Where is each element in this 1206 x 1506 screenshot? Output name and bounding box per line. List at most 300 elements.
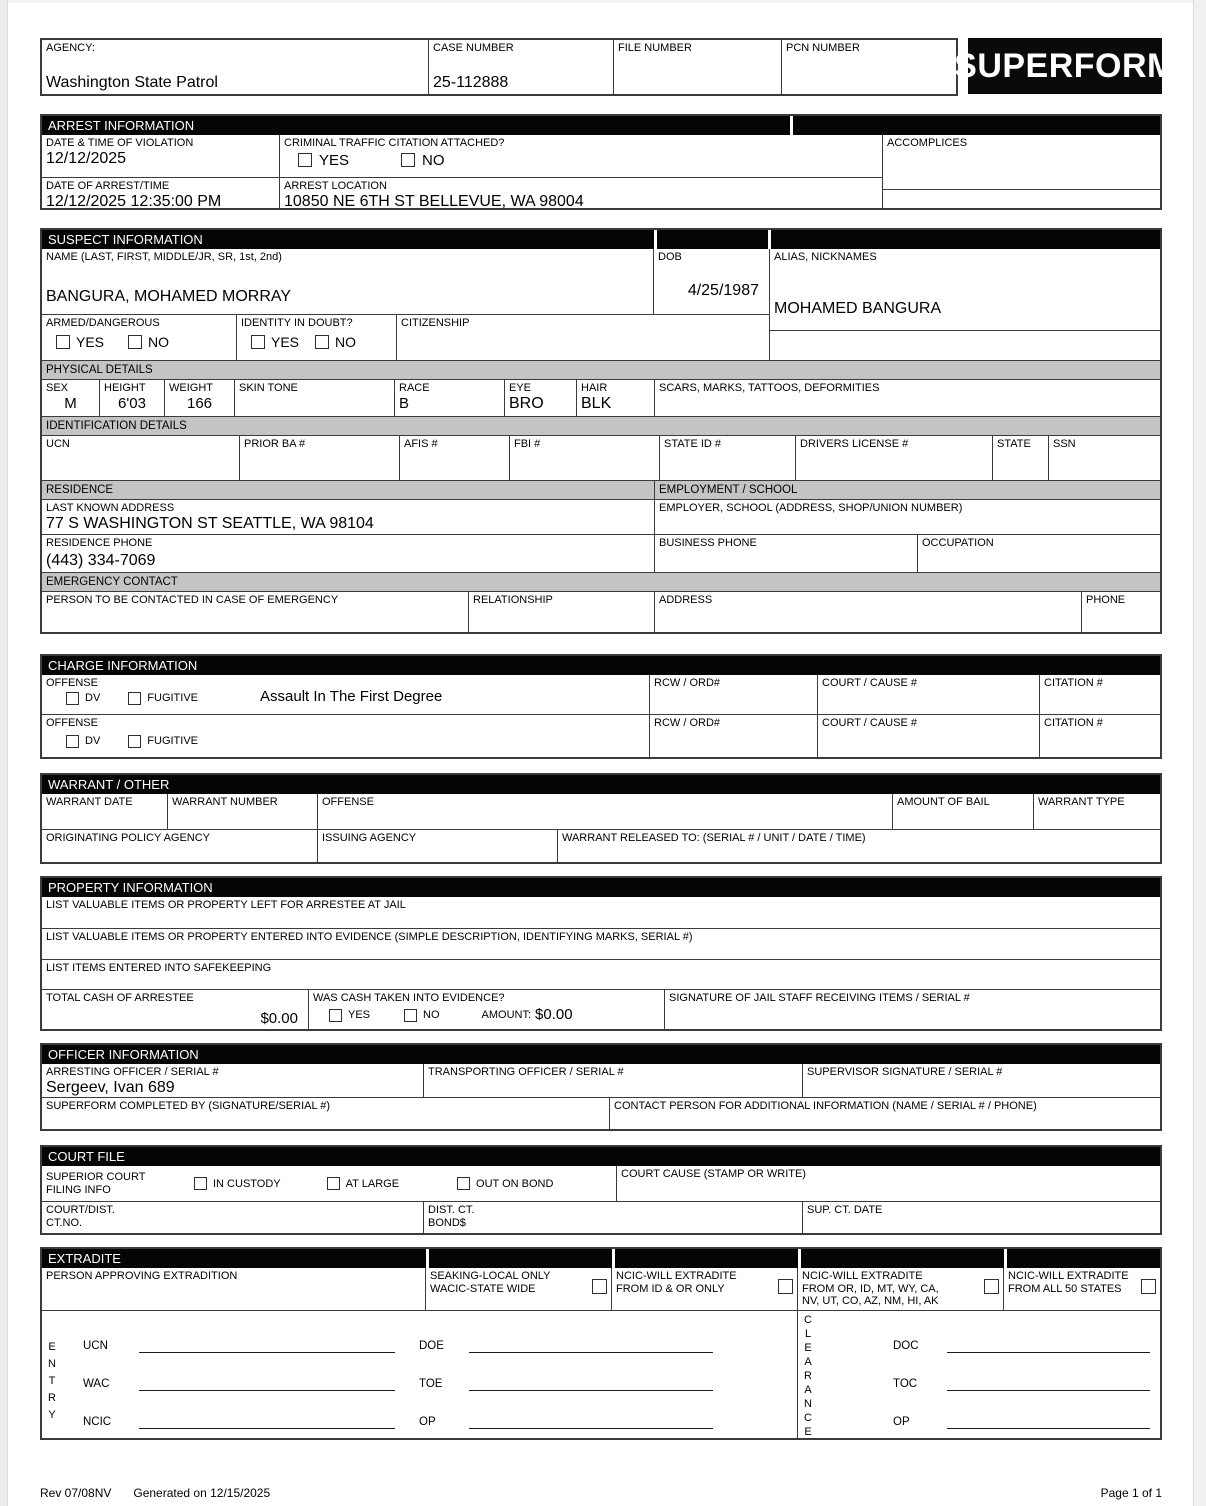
contact-person-cell (610, 1098, 1160, 1129)
case-number-cell (429, 40, 614, 94)
transporting-officer-label: TRANSPORTING OFFICER / SERIAL # (428, 1066, 624, 1078)
fbi-cell (510, 436, 660, 480)
last-known-address-label: LAST KNOWN ADDRESS (46, 502, 175, 514)
warrant-offense-cell (318, 794, 893, 829)
arrest-location-label: ARREST LOCATION (284, 180, 387, 192)
warrant-released-cell (558, 830, 1160, 862)
total-cash-value: $0.00 (260, 1010, 298, 1027)
phone-row (42, 534, 1160, 572)
sex-value: M (64, 394, 77, 412)
fugitive-label-1: FUGITIVE (147, 692, 199, 704)
employer-cell (655, 500, 1160, 534)
emergency-person-label: PERSON TO BE CONTACTED IN CASE OF EMERGENCY (46, 594, 339, 606)
relationship-cell (469, 592, 655, 632)
armed-dangerous-cell (42, 315, 237, 360)
wac-entry-line (139, 1377, 395, 1391)
entry-field-toe: TOE (419, 1353, 787, 1391)
in-custody-label: IN CUSTODY (213, 1177, 281, 1190)
hair-cell (577, 380, 655, 416)
entry-clearance-row (42, 1310, 1160, 1438)
arrest-date-label: DATE OF ARREST/TIME (46, 180, 170, 192)
rcw-cell-2 (650, 715, 818, 757)
arrest-left-block (42, 135, 883, 208)
violation-date-label: DATE & TIME OF VIOLATION (46, 137, 194, 149)
offense-cell-2 (42, 715, 650, 757)
warrant-number-cell (168, 794, 318, 829)
eye-value: BRO (509, 394, 544, 412)
sex-label: SEX (46, 382, 69, 394)
clearance-column (815, 1311, 1160, 1438)
property-jail-cell (42, 897, 1160, 928)
emergency-contact-title: EMERGENCY CONTACT (46, 576, 178, 588)
suspect-name-value: BANGURA, MOHAMED MORRAY (46, 288, 292, 305)
sup-ct-date-label: SUP. CT. DATE (807, 1204, 883, 1216)
last-known-address-value: 77 S WASHINGTON ST SEATTLE, WA 98104 (46, 514, 374, 532)
superform-logo: SUPERFORM (968, 38, 1162, 94)
drivers-license-label: DRIVERS LICENSE # (800, 438, 909, 450)
charge-information-section (40, 654, 1162, 759)
citation-number-cell-1 (1040, 675, 1160, 714)
charge-row-2 (42, 714, 1160, 757)
supervisor-signature-label: SUPERVISOR SIGNATURE / SERIAL # (807, 1066, 1003, 1078)
property-row-2 (42, 928, 1160, 959)
eye-label: EYE (509, 382, 532, 394)
scars-cell (655, 380, 1160, 416)
transporting-officer-cell (424, 1064, 803, 1097)
emergency-address-label: ADDRESS (659, 594, 713, 606)
dv-label-2: DV (85, 735, 101, 747)
ucn-entry-line (139, 1339, 395, 1353)
clearance-block (798, 1311, 1160, 1438)
property-safekeeping-label: LIST ITEMS ENTERED INTO SAFEKEEPING (46, 962, 272, 974)
afis-cell (400, 436, 510, 480)
dv-checkbox-2[interactable] (66, 735, 79, 748)
emergency-phone-label: PHONE (1086, 594, 1126, 606)
out-on-bond-label: OUT ON BOND (476, 1177, 554, 1190)
accomplices-extra-cell (883, 190, 1160, 208)
dist-ct-label-1: DIST. CT. (428, 1204, 475, 1216)
cash-no-checkbox[interactable] (404, 1009, 417, 1022)
court-cause-cell-2 (818, 715, 1040, 757)
race-value: B (399, 394, 410, 412)
extradite-option-wacic-label: SEAKING-LOCAL ONLY WACIC-STATE WIDE (430, 1270, 551, 1295)
header-bar-divider (612, 1249, 615, 1268)
business-phone-cell (655, 535, 918, 572)
warrant-row-2 (42, 829, 1160, 862)
suspect-left-block (42, 249, 770, 360)
identity-doubt-label: IDENTITY IN DOUBT? (241, 317, 353, 329)
criminal-citation-cell (280, 135, 883, 177)
warrant-other-header (42, 775, 1160, 794)
ssn-cell (1049, 436, 1160, 480)
cash-evidence-cell (309, 990, 665, 1029)
citation-yes-label: YES (319, 151, 350, 169)
extradite-header (42, 1249, 1160, 1268)
arrest-date-cell (42, 178, 280, 208)
case-number-label: CASE NUMBER (433, 42, 514, 54)
extradite-option-id-or-cell (612, 1268, 798, 1310)
height-cell (100, 380, 165, 416)
charge-row-1 (42, 675, 1160, 714)
jail-staff-signature-cell (665, 990, 1160, 1029)
physical-details-title: PHYSICAL DETAILS (46, 364, 153, 376)
citation-yes-checkbox[interactable] (298, 153, 312, 167)
rcw-label-1: RCW / ORD# (654, 677, 720, 689)
offense-label: OFFENSE (46, 677, 98, 689)
emergency-person-cell (42, 592, 469, 632)
state-id-cell (660, 436, 796, 480)
person-approving-label: PERSON APPROVING EXTRADITION (46, 1270, 238, 1282)
warrant-offense-label: OFFENSE (322, 796, 374, 808)
hair-label: HAIR (581, 382, 608, 394)
identity-no-checkbox[interactable] (315, 335, 329, 349)
contact-person-label: CONTACT PERSON FOR ADDITIONAL INFORMATION (NAME / SERIAL # / PHONE) (614, 1100, 1037, 1112)
jail-staff-signature-label: SIGNATURE OF JAIL STAFF RECEIVING ITEMS / SERIAL # (669, 992, 970, 1004)
arresting-officer-value: Sergeev, Ivan 689 (46, 1078, 175, 1096)
violation-date-value: 12/12/2025 (46, 149, 127, 167)
height-value: 6'03 (118, 394, 146, 412)
originating-agency-cell (42, 830, 318, 862)
footer-rev: Rev 07/08NV (40, 1486, 112, 1500)
dob-cell (654, 249, 770, 314)
suspect-information-header (42, 230, 1160, 249)
identity-yes-checkbox[interactable] (251, 335, 265, 349)
state-label: STATE (997, 438, 1031, 450)
prior-ba-cell (240, 436, 400, 480)
doc-clearance-line (947, 1339, 1150, 1353)
physical-details-header (42, 360, 1160, 380)
cash-evidence-label: WAS CASH TAKEN INTO EVIDENCE? (313, 992, 505, 1004)
extradite-option-western-cell (798, 1268, 1004, 1310)
property-row-3 (42, 959, 1160, 989)
citizenship-cell (397, 315, 770, 360)
amount-value: $0.00 (535, 1005, 573, 1023)
alias-label: ALIAS, NICKNAMES (774, 251, 877, 263)
court-cause-label-2: COURT / CAUSE # (822, 717, 917, 729)
arresting-officer-cell (42, 1064, 424, 1097)
file-number-cell (614, 40, 782, 94)
originating-agency-label: ORIGINATING POLICY AGENCY (46, 832, 211, 844)
alias-block (770, 249, 1160, 360)
in-custody-checkbox[interactable] (194, 1177, 207, 1190)
violation-date-cell (42, 135, 280, 177)
emergency-contact-row (42, 592, 1160, 632)
property-evidence-label: LIST VALUABLE ITEMS OR PROPERTY ENTERED INTO EVIDENCE (SIMPLE DESCRIPTION, IDENTIFYING MARKS, SERIAL #) (46, 931, 693, 943)
pcn-number-cell (782, 40, 956, 94)
header-bar-divider (1004, 1249, 1007, 1268)
armed-dangerous-label: ARMED/DANGEROUS (46, 317, 160, 329)
citation-number-label-1: CITATION # (1044, 677, 1103, 689)
residence-title: RESIDENCE (42, 481, 655, 499)
court-cause-label-1: COURT / CAUSE # (822, 677, 917, 689)
court-cause-cell (617, 1166, 1160, 1201)
case-number-value: 25-112888 (433, 74, 509, 91)
amount-of-bail-cell (893, 794, 1034, 829)
agency-cell (42, 40, 429, 94)
citation-number-cell-2 (1040, 715, 1160, 757)
entry-field-ncic: NCIC (83, 1391, 399, 1429)
emergency-address-cell (655, 592, 1082, 632)
sup-ct-date-cell (803, 1202, 1160, 1233)
entry-mid-column (399, 1311, 797, 1438)
arrest-information-body (42, 135, 1160, 208)
residence-phone-value: (443) 334-7069 (46, 552, 156, 569)
offense-label-2: OFFENSE (46, 717, 98, 729)
officer-row-1 (42, 1064, 1160, 1097)
warrant-row-1 (42, 794, 1160, 829)
skin-tone-cell (235, 380, 395, 416)
completed-by-label: SUPERFORM COMPLETED BY (SIGNATURE/SERIAL #) (46, 1100, 331, 1112)
fugitive-checkbox-2[interactable] (128, 735, 141, 748)
completed-by-cell (42, 1098, 610, 1129)
dv-checkbox-1[interactable] (66, 692, 79, 705)
alias-extra-cell (770, 331, 1160, 360)
emergency-contact-header (42, 572, 1160, 592)
amount-of-bail-label: AMOUNT OF BAIL (897, 796, 990, 808)
court-cause-label: COURT CAUSE (STAMP OR WRITE) (621, 1168, 806, 1180)
criminal-citation-label: CRIMINAL TRAFFIC CITATION ATTACHED? (284, 137, 505, 149)
scars-label: SCARS, MARKS, TATTOOS, DEFORMITIES (659, 382, 880, 394)
weight-cell (165, 380, 235, 416)
cash-no-label: NO (423, 1009, 440, 1021)
extradite-section (40, 1247, 1162, 1440)
warrant-other-section (40, 773, 1162, 864)
op-entry-line (469, 1415, 713, 1429)
clearance-field-doc: DOC (893, 1315, 1150, 1353)
race-cell (395, 380, 505, 416)
op-clearance-line (947, 1415, 1150, 1429)
arresting-officer-label: ARRESTING OFFICER / SERIAL # (46, 1066, 219, 1078)
weight-label: WEIGHT (169, 382, 213, 394)
weight-value: 166 (186, 394, 213, 412)
height-label: HEIGHT (104, 382, 146, 394)
residence-phone-label: RESIDENCE PHONE (46, 537, 153, 549)
identification-details-row (42, 436, 1160, 480)
footer-page-number: Page 1 of 1 (1100, 1486, 1162, 1500)
agency-label: AGENCY: (46, 42, 95, 54)
suspect-name-cell (42, 249, 654, 314)
ssn-label: SSN (1053, 438, 1076, 450)
dv-label-1: DV (85, 692, 101, 704)
ucn-cell (42, 436, 240, 480)
citizenship-label: CITIZENSHIP (401, 317, 470, 329)
officer-row-2 (42, 1097, 1160, 1129)
toe-entry-line (469, 1377, 713, 1391)
arrest-information-section (40, 114, 1162, 210)
toc-clearance-line (947, 1377, 1150, 1391)
extradite-option-id-or-label: NCIC-WILL EXTRADITE FROM ID & OR ONLY (616, 1270, 737, 1295)
extradite-title: EXTRADITE (48, 1251, 121, 1266)
identity-yes-label: YES (271, 333, 300, 350)
total-cash-cell (42, 990, 309, 1029)
ncic-entry-line (139, 1415, 395, 1429)
extradite-wacic-checkbox[interactable] (592, 1279, 607, 1294)
occupation-cell (918, 535, 1160, 572)
business-phone-label: BUSINESS PHONE (659, 537, 757, 549)
officer-information-title: OFFICER INFORMATION (48, 1047, 199, 1062)
warrant-date-label: WARRANT DATE (46, 796, 133, 808)
total-cash-label: TOTAL CASH OF ARRESTEE (46, 992, 194, 1004)
eye-cell (505, 380, 577, 416)
charge-information-title: CHARGE INFORMATION (48, 658, 198, 673)
at-large-label: AT LARGE (345, 1177, 400, 1190)
supervisor-signature-cell (803, 1064, 1160, 1097)
accomplices-label: ACCOMPLICES (887, 137, 968, 149)
alias-value: MOHAMED BANGURA (774, 300, 942, 317)
property-information-section (40, 876, 1162, 1031)
cash-yes-label: YES (348, 1009, 371, 1021)
clearance-vertical-label: CLEARANCE (802, 1314, 814, 1440)
header-bar-divider (798, 1249, 801, 1268)
footer-generated: Generated on 12/15/2025 (133, 1486, 271, 1500)
superior-court-filing-cell (42, 1166, 617, 1201)
header-bar-divider (768, 230, 771, 249)
arrest-location-value: 10850 NE 6TH ST BELLEVUE, WA 98004 (284, 192, 584, 210)
dist-ct-bond-cell (424, 1202, 803, 1233)
issuing-agency-label: ISSUING AGENCY (322, 832, 417, 844)
physical-details-row (42, 380, 1160, 416)
citation-number-label-2: CITATION # (1044, 717, 1103, 729)
fugitive-label-2: FUGITIVE (147, 735, 199, 747)
armed-no-checkbox[interactable] (128, 335, 142, 349)
extradite-options-row (42, 1268, 1160, 1310)
arrest-row-2 (42, 177, 883, 208)
armed-yes-label: YES (76, 333, 105, 350)
header-bar-divider (426, 1249, 429, 1268)
clearance-field-op: OP (893, 1391, 1150, 1429)
property-jail-label: LIST VALUABLE ITEMS OR PROPERTY LEFT FOR ARRESTEE AT JAIL (46, 899, 406, 911)
extradite-option-all-states-cell (1004, 1268, 1160, 1310)
header-table (40, 38, 958, 96)
last-known-address-cell (42, 500, 655, 534)
arrest-information-title: ARREST INFORMATION (48, 118, 195, 133)
amount-label: AMOUNT: (481, 1009, 532, 1021)
page-footer (40, 1486, 1162, 1500)
employment-title: EMPLOYMENT / SCHOOL (659, 484, 798, 496)
cash-yes-checkbox[interactable] (329, 1009, 342, 1022)
citation-no-checkbox[interactable] (401, 153, 415, 167)
pcn-number-label: PCN NUMBER (786, 42, 860, 54)
court-dist-label-2: CT.NO. (46, 1216, 83, 1229)
address-row (42, 500, 1160, 534)
court-dist-label-1: COURT/DIST. (46, 1204, 115, 1216)
accomplices-block (883, 135, 1160, 208)
suspect-name-label: NAME (LAST, FIRST, MIDDLE/JR, SR, 1st, 2nd) (46, 251, 282, 263)
identity-doubt-cell (237, 315, 397, 360)
header-row (40, 38, 1176, 96)
drivers-license-cell (796, 436, 993, 480)
page-edge-left (0, 0, 8, 1506)
dob-label: DOB (658, 251, 682, 263)
dist-ct-label-2: BOND$ (428, 1216, 466, 1229)
out-on-bond-checkbox[interactable] (457, 1177, 470, 1190)
warrant-released-label: WARRANT RELEASED TO: (SERIAL # / UNIT / DATE / TIME) (562, 832, 866, 844)
property-information-title: PROPERTY INFORMATION (48, 880, 213, 895)
charge-information-header (42, 656, 1160, 675)
warrant-type-cell (1034, 794, 1160, 829)
court-file-header (42, 1147, 1160, 1166)
entry-block (42, 1311, 798, 1438)
armed-yes-checkbox[interactable] (56, 335, 70, 349)
court-row-2 (42, 1201, 1160, 1233)
offense-value-1: Assault In The First Degree (260, 687, 443, 705)
identification-details-header (42, 416, 1160, 436)
property-cash-row (42, 989, 1160, 1029)
suspect-information-title: SUSPECT INFORMATION (48, 232, 203, 247)
offense-cell-1 (42, 675, 650, 714)
entry-field-wac: WAC (83, 1353, 399, 1391)
rcw-cell-1 (650, 675, 818, 714)
officer-information-section (40, 1043, 1162, 1131)
relationship-label: RELATIONSHIP (473, 594, 553, 606)
employer-label: EMPLOYER, SCHOOL (ADDRESS, SHOP/UNION NUMBER) (659, 502, 963, 514)
state-id-label: STATE ID # (664, 438, 722, 450)
warrant-number-label: WARRANT NUMBER (172, 796, 278, 808)
arrest-information-header (42, 116, 1160, 135)
court-file-section (40, 1145, 1162, 1235)
hair-value: BLK (581, 394, 612, 412)
arrest-location-cell (280, 178, 883, 208)
residence-phone-cell (42, 535, 655, 572)
suspect-information-section (40, 228, 1162, 634)
property-evidence-cell (42, 929, 1160, 959)
entry-field-doe: DOE (419, 1315, 787, 1353)
header-bar-divider (790, 116, 793, 135)
citation-no-label: NO (422, 151, 445, 169)
extradite-id-or-checkbox[interactable] (778, 1279, 793, 1294)
at-large-checkbox[interactable] (327, 1177, 340, 1190)
court-file-title: COURT FILE (48, 1149, 125, 1164)
filing-info-label: SUPERIOR COURT FILING INFO (46, 1171, 146, 1196)
state-cell (993, 436, 1049, 480)
sex-cell (42, 380, 100, 416)
extradite-option-wacic-cell (426, 1268, 612, 1310)
entry-field-ucn: UCN (83, 1315, 399, 1353)
fugitive-checkbox-1[interactable] (128, 692, 141, 705)
officer-information-header (42, 1045, 1160, 1064)
extradite-option-all-states-label: NCIC-WILL EXTRADITE FROM ALL 50 STATES (1008, 1270, 1129, 1295)
afis-label: AFIS # (404, 438, 438, 450)
suspect-flags-row (42, 314, 770, 360)
entry-left-column (59, 1311, 399, 1438)
property-row-1 (42, 897, 1160, 928)
court-cause-cell-1 (818, 675, 1040, 714)
skin-tone-label: SKIN TONE (239, 382, 298, 394)
court-dist-ct-no-cell (42, 1202, 424, 1233)
suspect-top-block (42, 249, 1160, 360)
rcw-label-2: RCW / ORD# (654, 717, 720, 729)
superform-page (40, 38, 1176, 1440)
occupation-label: OCCUPATION (922, 537, 994, 549)
ucn-label: UCN (46, 438, 70, 450)
issuing-agency-cell (318, 830, 558, 862)
fbi-label: FBI # (514, 438, 541, 450)
doe-entry-line (469, 1339, 713, 1353)
header-bar-divider (654, 230, 657, 249)
arrest-date-value: 12/12/2025 12:35:00 PM (46, 192, 222, 210)
property-safekeeping-cell (42, 960, 1160, 989)
extradite-western-checkbox[interactable] (984, 1279, 999, 1294)
page-edge-top (8, 0, 1193, 3)
warrant-type-label: WARRANT TYPE (1038, 796, 1125, 808)
extradite-all-states-checkbox[interactable] (1141, 1279, 1156, 1294)
warrant-other-title: WARRANT / OTHER (48, 777, 170, 792)
alias-cell (770, 249, 1160, 331)
entry-vertical-label: ENTRY (46, 1341, 58, 1426)
page-edge-right (1193, 0, 1206, 1506)
clearance-field-toc: TOC (893, 1353, 1150, 1391)
suspect-name-row (42, 249, 770, 314)
